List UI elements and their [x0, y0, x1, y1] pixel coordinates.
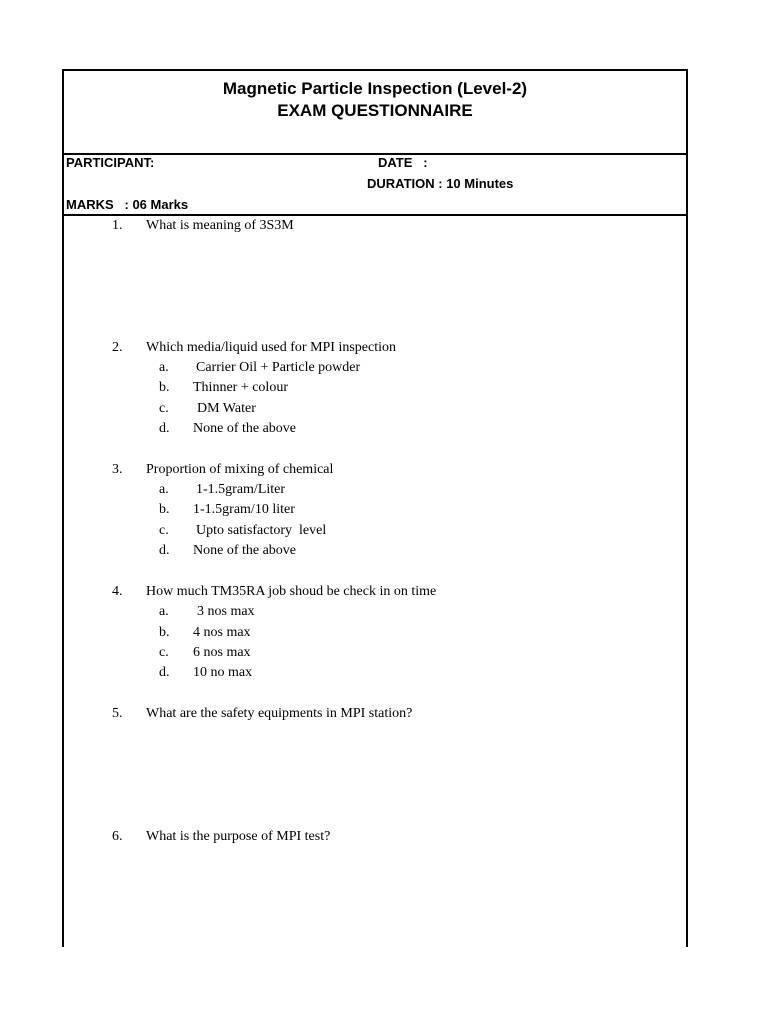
- question-4-number: 4.: [112, 584, 123, 599]
- question-2-option-b-text: Thinner + colour: [193, 380, 288, 395]
- question-3-option-c-letter: c.: [159, 523, 169, 538]
- question-2-option-a-letter: a.: [159, 360, 169, 375]
- exam-title: Magnetic Particle Inspection (Level-2): [222, 79, 528, 98]
- question-4-option-b-text: 4 nos max: [193, 625, 251, 640]
- question-3-option-a-text: 1-1.5gram/Liter: [196, 482, 286, 497]
- question-5-number: 5.: [112, 706, 123, 721]
- question-1-text: What is meaning of 3S3M: [146, 218, 294, 233]
- question-1-number: 1.: [112, 218, 123, 233]
- marks-label: MARKS : 06 Marks: [66, 197, 189, 212]
- question-3-option-c-text: Upto satisfactory level: [196, 523, 327, 538]
- question-3-option-b-letter: b.: [159, 502, 170, 517]
- participant-label: PARTICIPANT:: [66, 155, 155, 170]
- exam-subtitle: EXAM QUESTIONNAIRE: [277, 101, 473, 120]
- question-3-text: Proportion of mixing of chemical: [146, 462, 334, 477]
- question-6-text: What is the purpose of MPI test?: [146, 829, 331, 844]
- question-2-option-c-letter: c.: [159, 401, 169, 416]
- question-2-option-b-letter: b.: [159, 380, 170, 395]
- question-5-text: What are the safety equipments in MPI station?: [146, 706, 413, 721]
- question-2-text: Which media/liquid used for MPI inspection: [146, 340, 397, 355]
- exam-sheet: [62, 69, 688, 947]
- question-4-text: How much TM35RA job shoud be check in on time: [146, 584, 437, 599]
- question-4-option-d-letter: d.: [159, 665, 170, 680]
- question-2-option-d-text: None of the above: [193, 421, 297, 436]
- question-3-option-a-letter: a.: [159, 482, 169, 497]
- date-label: DATE :: [378, 155, 428, 170]
- question-2-option-c-text: DM Water: [197, 401, 256, 416]
- question-3-number: 3.: [112, 462, 123, 477]
- question-3-option-d-letter: d.: [159, 543, 170, 558]
- header-divider: [64, 214, 686, 216]
- question-4-option-d-text: 10 no max: [193, 665, 253, 680]
- question-2-number: 2.: [112, 340, 123, 355]
- question-3-option-b-text: 1-1.5gram/10 liter: [193, 502, 295, 517]
- question-6-number: 6.: [112, 829, 123, 844]
- question-2-option-a-text: Carrier Oil + Particle powder: [196, 360, 361, 375]
- duration-label: DURATION : 10 Minutes: [367, 176, 514, 191]
- question-3-option-d-text: None of the above: [193, 543, 297, 558]
- question-4-option-a-text: 3 nos max: [197, 604, 255, 619]
- question-4-option-b-letter: b.: [159, 625, 170, 640]
- title-box: [64, 71, 686, 155]
- question-4-option-a-letter: a.: [159, 604, 169, 619]
- question-2-option-d-letter: d.: [159, 421, 170, 436]
- question-4-option-c-text: 6 nos max: [193, 645, 251, 660]
- question-4-option-c-letter: c.: [159, 645, 169, 660]
